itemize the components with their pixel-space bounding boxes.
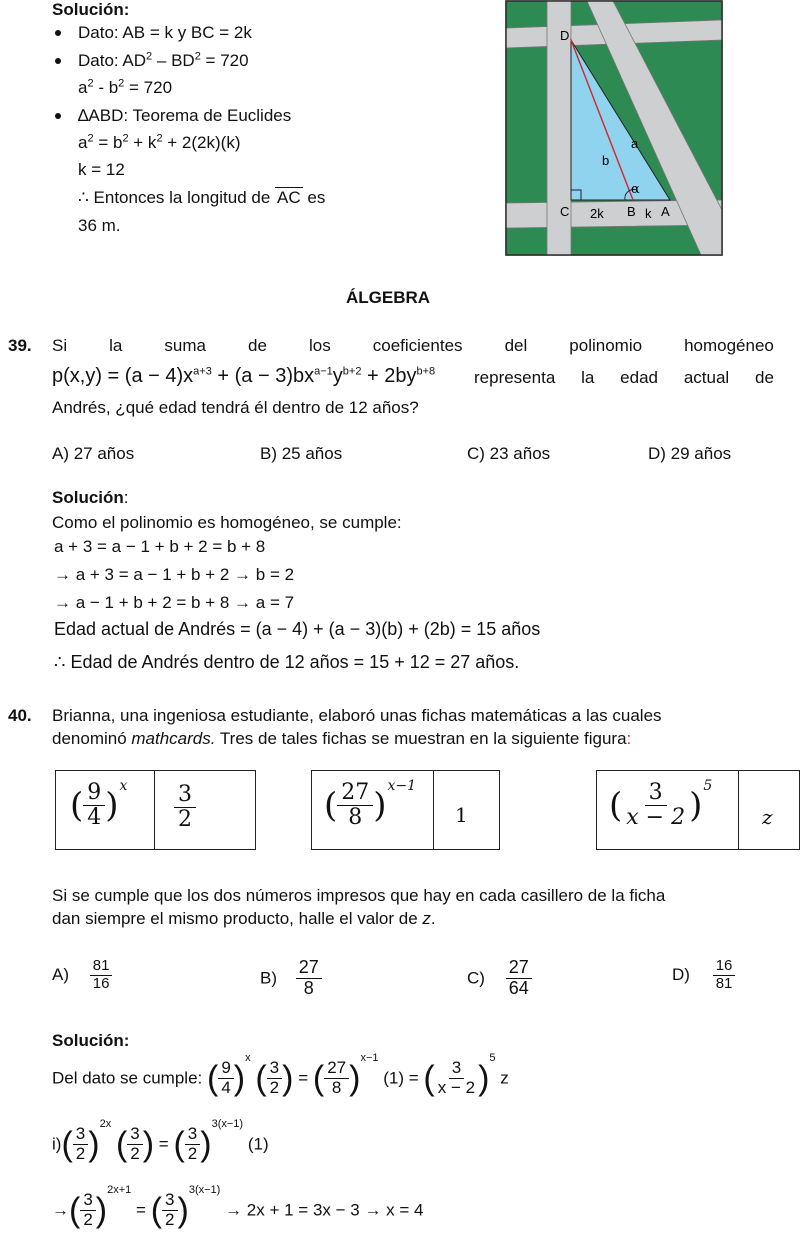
label-2k: 2k	[590, 206, 604, 221]
section-title: ÁLGEBRA	[345, 288, 431, 307]
label-c: C	[560, 204, 570, 219]
q40-line2: denominó mathcards. Tres de tales fichas se muestran en la siguiente figura:	[52, 729, 632, 748]
mathcard-3	[596, 770, 800, 850]
card2-power: ( $\frac{27}{8}$ )$^{x-1}$	[324, 777, 417, 831]
card1-value: $\frac{3}{2}$	[174, 783, 196, 832]
q39-line3: Andrés, ¿qué edad tendrá él dentro de 12 años?	[52, 398, 419, 417]
q40-sol-eq1: Del dato se cumple: ( $\frac{9}{4}$ )$^x$ ( $\frac{3}{2}$ ) = ( $\frac{27}{8}$ )$^{x-1}$ (1) = ( $\frac{3}{x - 2}$ )$^5$ z	[52, 1052, 509, 1098]
q40-text2: dan siempre el mismo producto, halle el valor de z.	[52, 909, 436, 928]
q40-sol-eq3: →( $\frac{3}{2}$ )$^{2x+1}$ = ( $\frac{3}{2}$ )$^{3(x-1)}$ → 2x + 1 = 3x − 3 → x = 4	[52, 1184, 424, 1230]
label-k: k	[645, 206, 652, 221]
option-c-40[interactable]: C) $\frac{27}{64}$	[467, 958, 532, 999]
label-b-point: B	[627, 204, 636, 219]
euclid-eq: $a^2 = b^2 + k^2 + 2(2k)(k)$	[78, 132, 241, 152]
solution-heading-39: Solución:	[52, 488, 129, 507]
option-c[interactable]: C) 23 años	[467, 444, 551, 463]
label-alpha: α	[631, 182, 640, 197]
solution-heading-40: Solución:	[52, 1031, 130, 1050]
option-b-40[interactable]: B) $\frac{27}{8}$	[260, 958, 322, 999]
k-value: k = 12	[78, 160, 125, 179]
bullet	[55, 113, 61, 119]
q39-sol-intro: Como el polinomio es homogéneo, se cumple:	[52, 513, 402, 532]
conclusion-value: 36 m.	[78, 216, 121, 235]
q40-text1: Si se cumple que los dos números impresos que hay en cada casillero de la ficha	[52, 886, 666, 905]
conclusion: ∴ Entonces la longitud de AC es	[78, 188, 326, 207]
q39-line2-tail: representa la edad actual de	[474, 368, 774, 387]
mathcard-2	[311, 770, 500, 850]
solution-heading-38: Solución:	[52, 0, 130, 19]
q40-line1: Brianna, una ingeniosa estudiante, elaboró unas fichas matemáticas a las cuales	[52, 706, 662, 725]
bullet	[55, 58, 61, 64]
label-a-point: A	[661, 204, 670, 219]
street-triangle-figure	[505, 0, 723, 256]
card3-value: z	[762, 805, 773, 829]
label-b-side: b	[602, 153, 610, 168]
option-d-40[interactable]: D) $\frac{16}{81}$	[672, 958, 735, 992]
card3-power: ( $\frac{3}{x - 2}$ )$^5$	[609, 777, 713, 831]
q39-line1: Si la suma de los coeficientes del polinomio homogéneo	[52, 336, 774, 355]
question-number-39: 39.	[8, 336, 32, 355]
bullet	[55, 30, 61, 36]
q39-eq2: → a + 3 = a − 1 + b + 2 → b = 2	[54, 565, 295, 584]
label-a-side: a	[631, 136, 639, 151]
option-a-40[interactable]: A) $\frac{81}{16}$	[52, 958, 112, 992]
option-a[interactable]: A) 27 años	[52, 444, 135, 463]
euclid-line: ∆ABD: Teorema de Euclides	[78, 106, 292, 125]
label-d: D	[560, 28, 570, 43]
q40-sol-eq2: i)( $\frac{3}{2}$ )$^{2x}$ ( $\frac{3}{2}$ ) = ( $\frac{3}{2}$ )$^{3(x-1)}$ (1)	[52, 1118, 269, 1164]
data-line-2b: $a^2 - b^2 = 720$	[78, 77, 173, 97]
data-line-2: Dato: $AD^2 - BD^2 = 720$	[78, 50, 249, 70]
q39-eq3: → a − 1 + b + 2 = b + 8 → a = 7	[54, 593, 295, 612]
polynomial: $p(x,y) = (a - 4)x^{a+3} + (a - 3)bx^{a-1}y^{b+2} + 2by^{b+8}$	[52, 365, 436, 387]
q39-eq4: Edad actual de Andrés = (a − 4) + (a − 3)(b) + (2b) = 15 años	[54, 619, 541, 639]
option-d[interactable]: D) 29 años	[648, 444, 732, 463]
q39-eq5: ∴ Edad de Andrés dentro de 12 años = 15 + 12 = 27 años.	[54, 652, 520, 672]
q39-eq1: a + 3 = a − 1 + b + 2 = b + 8	[54, 537, 266, 556]
option-b[interactable]: B) 25 años	[260, 444, 343, 463]
question-number-40: 40.	[8, 706, 32, 725]
card2-value: 1	[455, 803, 468, 827]
card1-power: ( $\frac{9}{4}$ )$^x$	[70, 777, 128, 831]
data-line-1: Dato: AB = k y BC = 2k	[78, 23, 252, 42]
mathcard-1	[55, 770, 256, 850]
